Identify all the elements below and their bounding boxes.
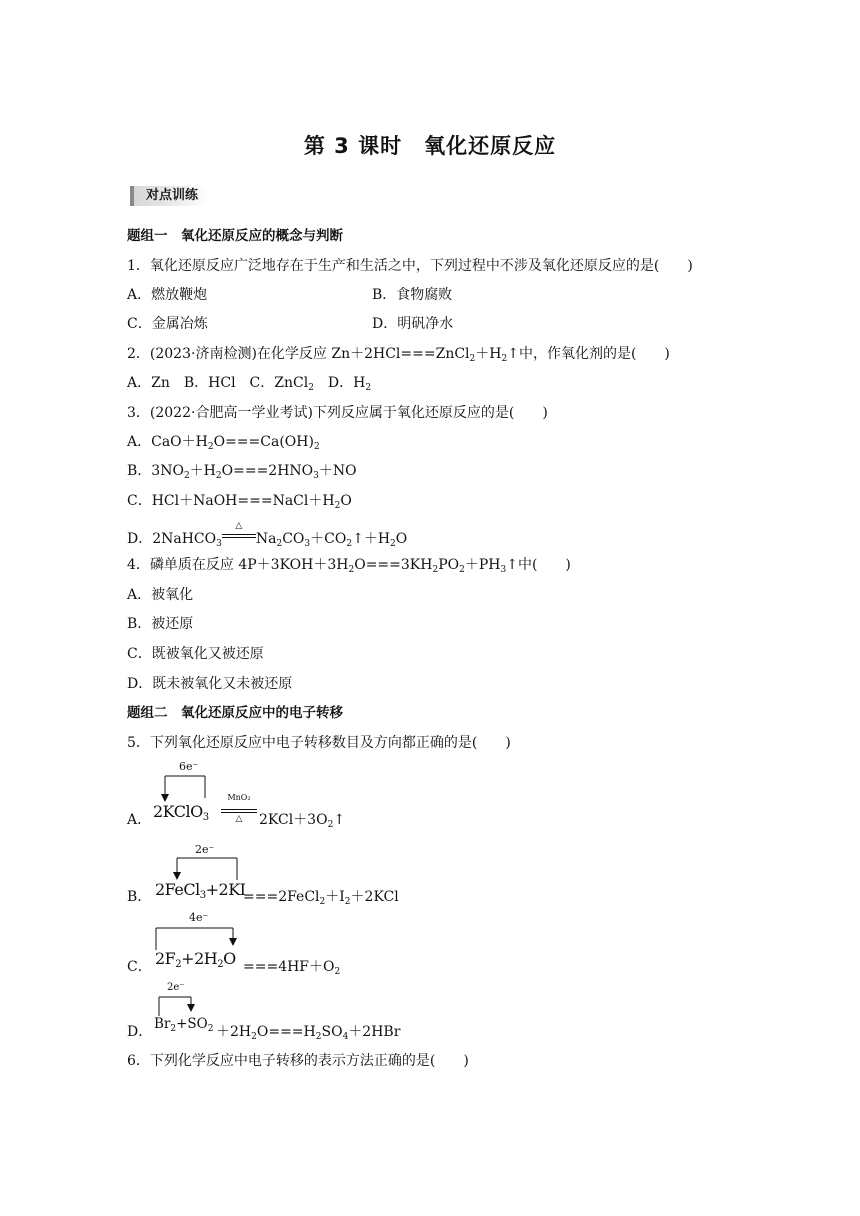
q3-option-d: D．2NaHCO$_3$ △ $Na_2CO_3+CO_2↑+H_2O$	[127, 521, 408, 549]
question-5-stem: 5．下列氧化还原反应中电子转移数目及方向都正确的是( )	[127, 735, 511, 751]
electron-transfer-arrow	[127, 840, 257, 880]
q1-option-d: D．明矾净水	[372, 316, 454, 332]
question-1-stem: 1．氧化还原反应广泛地存在于生产和生活之中，下列过程中不涉及氧化还原反应的是( )	[127, 258, 693, 274]
q4-option-c: C．既被氧化又被还原	[127, 646, 264, 662]
page-title: 第 3 课时 氧化还原反应	[303, 134, 557, 158]
q3-option-a: A．$CaO+H_2O===Ca(OH)_2$	[127, 434, 320, 452]
q3-option-b: B．$3NO_2+H_2O===2HNO_3+NO$	[127, 463, 357, 481]
question-4-stem: 4．磷单质在反应 $4P+3KOH+3H_2O===3KH_2PO_2+PH_3↑$中( )	[127, 557, 571, 575]
catalyst-condition-arrow: MnO₂ △	[221, 802, 257, 820]
section-badge: 对点训练	[130, 186, 208, 206]
q4-option-a: A．被氧化	[127, 587, 194, 603]
question-6-stem: 6．下列化学反应中电子转移的表示方法正确的是( )	[127, 1053, 469, 1069]
group-heading-2: 题组二 氧化还原反应中的电子转移	[127, 705, 343, 721]
q4-option-b: B．被还原	[127, 616, 194, 632]
heat-condition-arrow: △	[222, 527, 256, 545]
electron-transfer-arrow	[127, 762, 227, 802]
q4-option-d: D．既未被氧化又未被还原	[127, 676, 293, 692]
question-2-stem: 2．(2023·济南检测)在化学反应 $Zn+2HCl===ZnCl_2+H_2↑$中，作氧化剂的是( )	[127, 346, 670, 364]
question-3-stem: 3．(2022·合肥高一学业考试)下列反应属于氧化还原反应的是( )	[127, 405, 548, 421]
q1-option-a: A．燃放鞭炮	[127, 287, 208, 303]
q1-option-b: B．食物腐败	[372, 287, 453, 303]
q2-options: A．Zn B．HCl C．ZnCl$_2$ D．$H_2$	[127, 375, 372, 393]
q3-option-c: C．$HCl+NaOH===NaCl+H_2O$	[127, 493, 352, 511]
q1-option-c: C．金属冶炼	[127, 316, 208, 332]
group-heading-1: 题组一 氧化还原反应的概念与判断	[127, 228, 343, 244]
